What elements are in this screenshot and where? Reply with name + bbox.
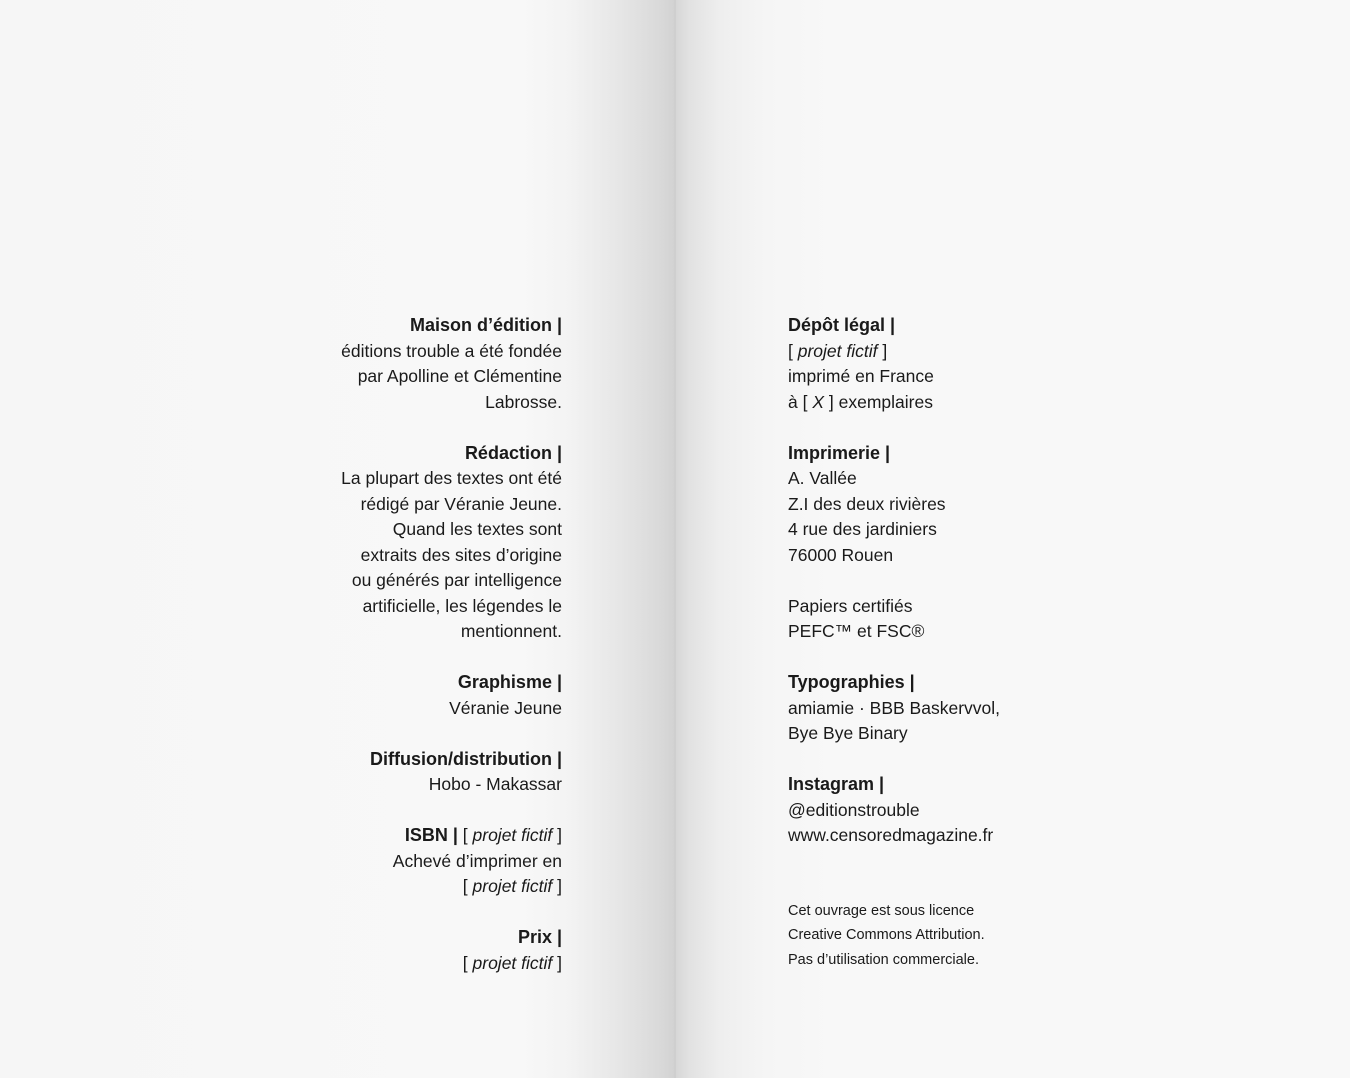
- redaction-section: [300, 441, 562, 645]
- redaction-line: mentionnent.: [460, 621, 562, 641]
- papiers-line: PEFC™ et FSC®: [788, 621, 925, 641]
- depot-bracket-open: [: [788, 340, 798, 361]
- right-colophon-column: [788, 313, 1088, 972]
- redaction-line: artificielle, les légendes le: [362, 595, 562, 616]
- license-line: Cet ouvrage est sous licence: [788, 902, 975, 919]
- typographies-section: [788, 670, 1088, 747]
- prix-value-row: [300, 951, 562, 977]
- isbn-section: [300, 823, 562, 900]
- maison-edition-heading: Maison d’édition |: [409, 315, 562, 335]
- redaction-line: extraits des sites d’origine: [360, 544, 562, 565]
- imprimerie-line: A. Vallée: [788, 468, 857, 488]
- isbn-date-value: projet fictif: [472, 876, 553, 896]
- maison-edition-section: [300, 313, 562, 415]
- diffusion-line: Hobo - Makassar: [428, 774, 562, 794]
- papiers-line: Papiers certifiés: [788, 595, 913, 616]
- isbn-value: projet fictif: [472, 825, 553, 845]
- imprimerie-line: 76000 Rouen: [788, 544, 894, 565]
- typographies-heading: Typographies |: [788, 672, 915, 692]
- redaction-line: ou générés par intelligence: [351, 570, 562, 590]
- imprimerie-line: Z.I des deux rivières: [788, 493, 946, 514]
- isbn-heading-row: [300, 823, 562, 849]
- imprimerie-section: [788, 441, 1088, 569]
- book-gutter: [674, 0, 676, 1078]
- license-line: Pas d’utilisation commerciale.: [788, 951, 979, 968]
- maison-edition-line: par Apolline et Clémentine: [357, 366, 562, 386]
- isbn-bracket-close: ]: [552, 825, 562, 845]
- isbn-date-row: [300, 874, 562, 900]
- prix-section: [300, 925, 562, 976]
- depot-legal-heading: Dépôt légal |: [788, 315, 896, 335]
- depot-legal-copies-row: [788, 390, 1088, 416]
- license-notice: [788, 899, 1088, 973]
- graphisme-section: [300, 670, 562, 721]
- isbn-heading: ISBN |: [404, 825, 458, 845]
- papiers-section: [788, 594, 1088, 645]
- imprimerie-line: 4 rue des jardiniers: [788, 519, 937, 539]
- redaction-heading: Rédaction |: [464, 442, 562, 463]
- depot-legal-line: imprimé en France: [788, 366, 934, 386]
- isbn-date-bracket-close: ]: [552, 876, 562, 896]
- license-line: Creative Commons Attribution.: [788, 927, 985, 943]
- depot-bracket-close: ]: [877, 340, 888, 361]
- prix-value: projet fictif: [472, 952, 553, 973]
- copies-value: X: [812, 391, 825, 412]
- graphisme-heading: Graphisme |: [457, 672, 562, 692]
- depot-value: projet fictif: [797, 340, 878, 361]
- diffusion-section: [300, 747, 562, 798]
- website-url: www.censoredmagazine.fr: [788, 825, 994, 845]
- graphisme-line: Véranie Jeune: [449, 697, 562, 718]
- depot-legal-section: [788, 313, 1088, 415]
- maison-edition-line: éditions trouble a été fondée: [341, 340, 562, 361]
- instagram-handle: @editionstrouble: [788, 799, 920, 820]
- typographies-line: Bye Bye Binary: [788, 723, 908, 743]
- isbn-line: Achevé d’imprimer en: [392, 850, 562, 871]
- imprimerie-heading: Imprimerie |: [788, 442, 891, 463]
- isbn-bracket-open: [: [462, 825, 473, 845]
- redaction-line: La plupart des textes ont été: [341, 468, 562, 488]
- left-colophon-column: [300, 313, 562, 1002]
- instagram-heading: Instagram |: [788, 774, 885, 794]
- diffusion-heading: Diffusion/distribution |: [369, 748, 562, 769]
- prix-heading: Prix |: [517, 927, 562, 947]
- redaction-line: rédigé par Véranie Jeune.: [360, 493, 562, 514]
- prix-bracket-close: ]: [552, 952, 562, 973]
- typographies-line: amiamie · BBB Baskervvol,: [788, 697, 1001, 718]
- instagram-section: [788, 772, 1088, 849]
- redaction-line: Quand les textes sont: [392, 519, 562, 539]
- maison-edition-line: Labrosse.: [485, 391, 562, 412]
- depot-legal-value-row: [788, 339, 1088, 365]
- copies-prefix: à [: [788, 391, 813, 412]
- copies-suffix: ] exemplaires: [824, 391, 933, 412]
- isbn-date-bracket-open: [: [462, 876, 473, 896]
- prix-bracket-open: [: [462, 952, 473, 973]
